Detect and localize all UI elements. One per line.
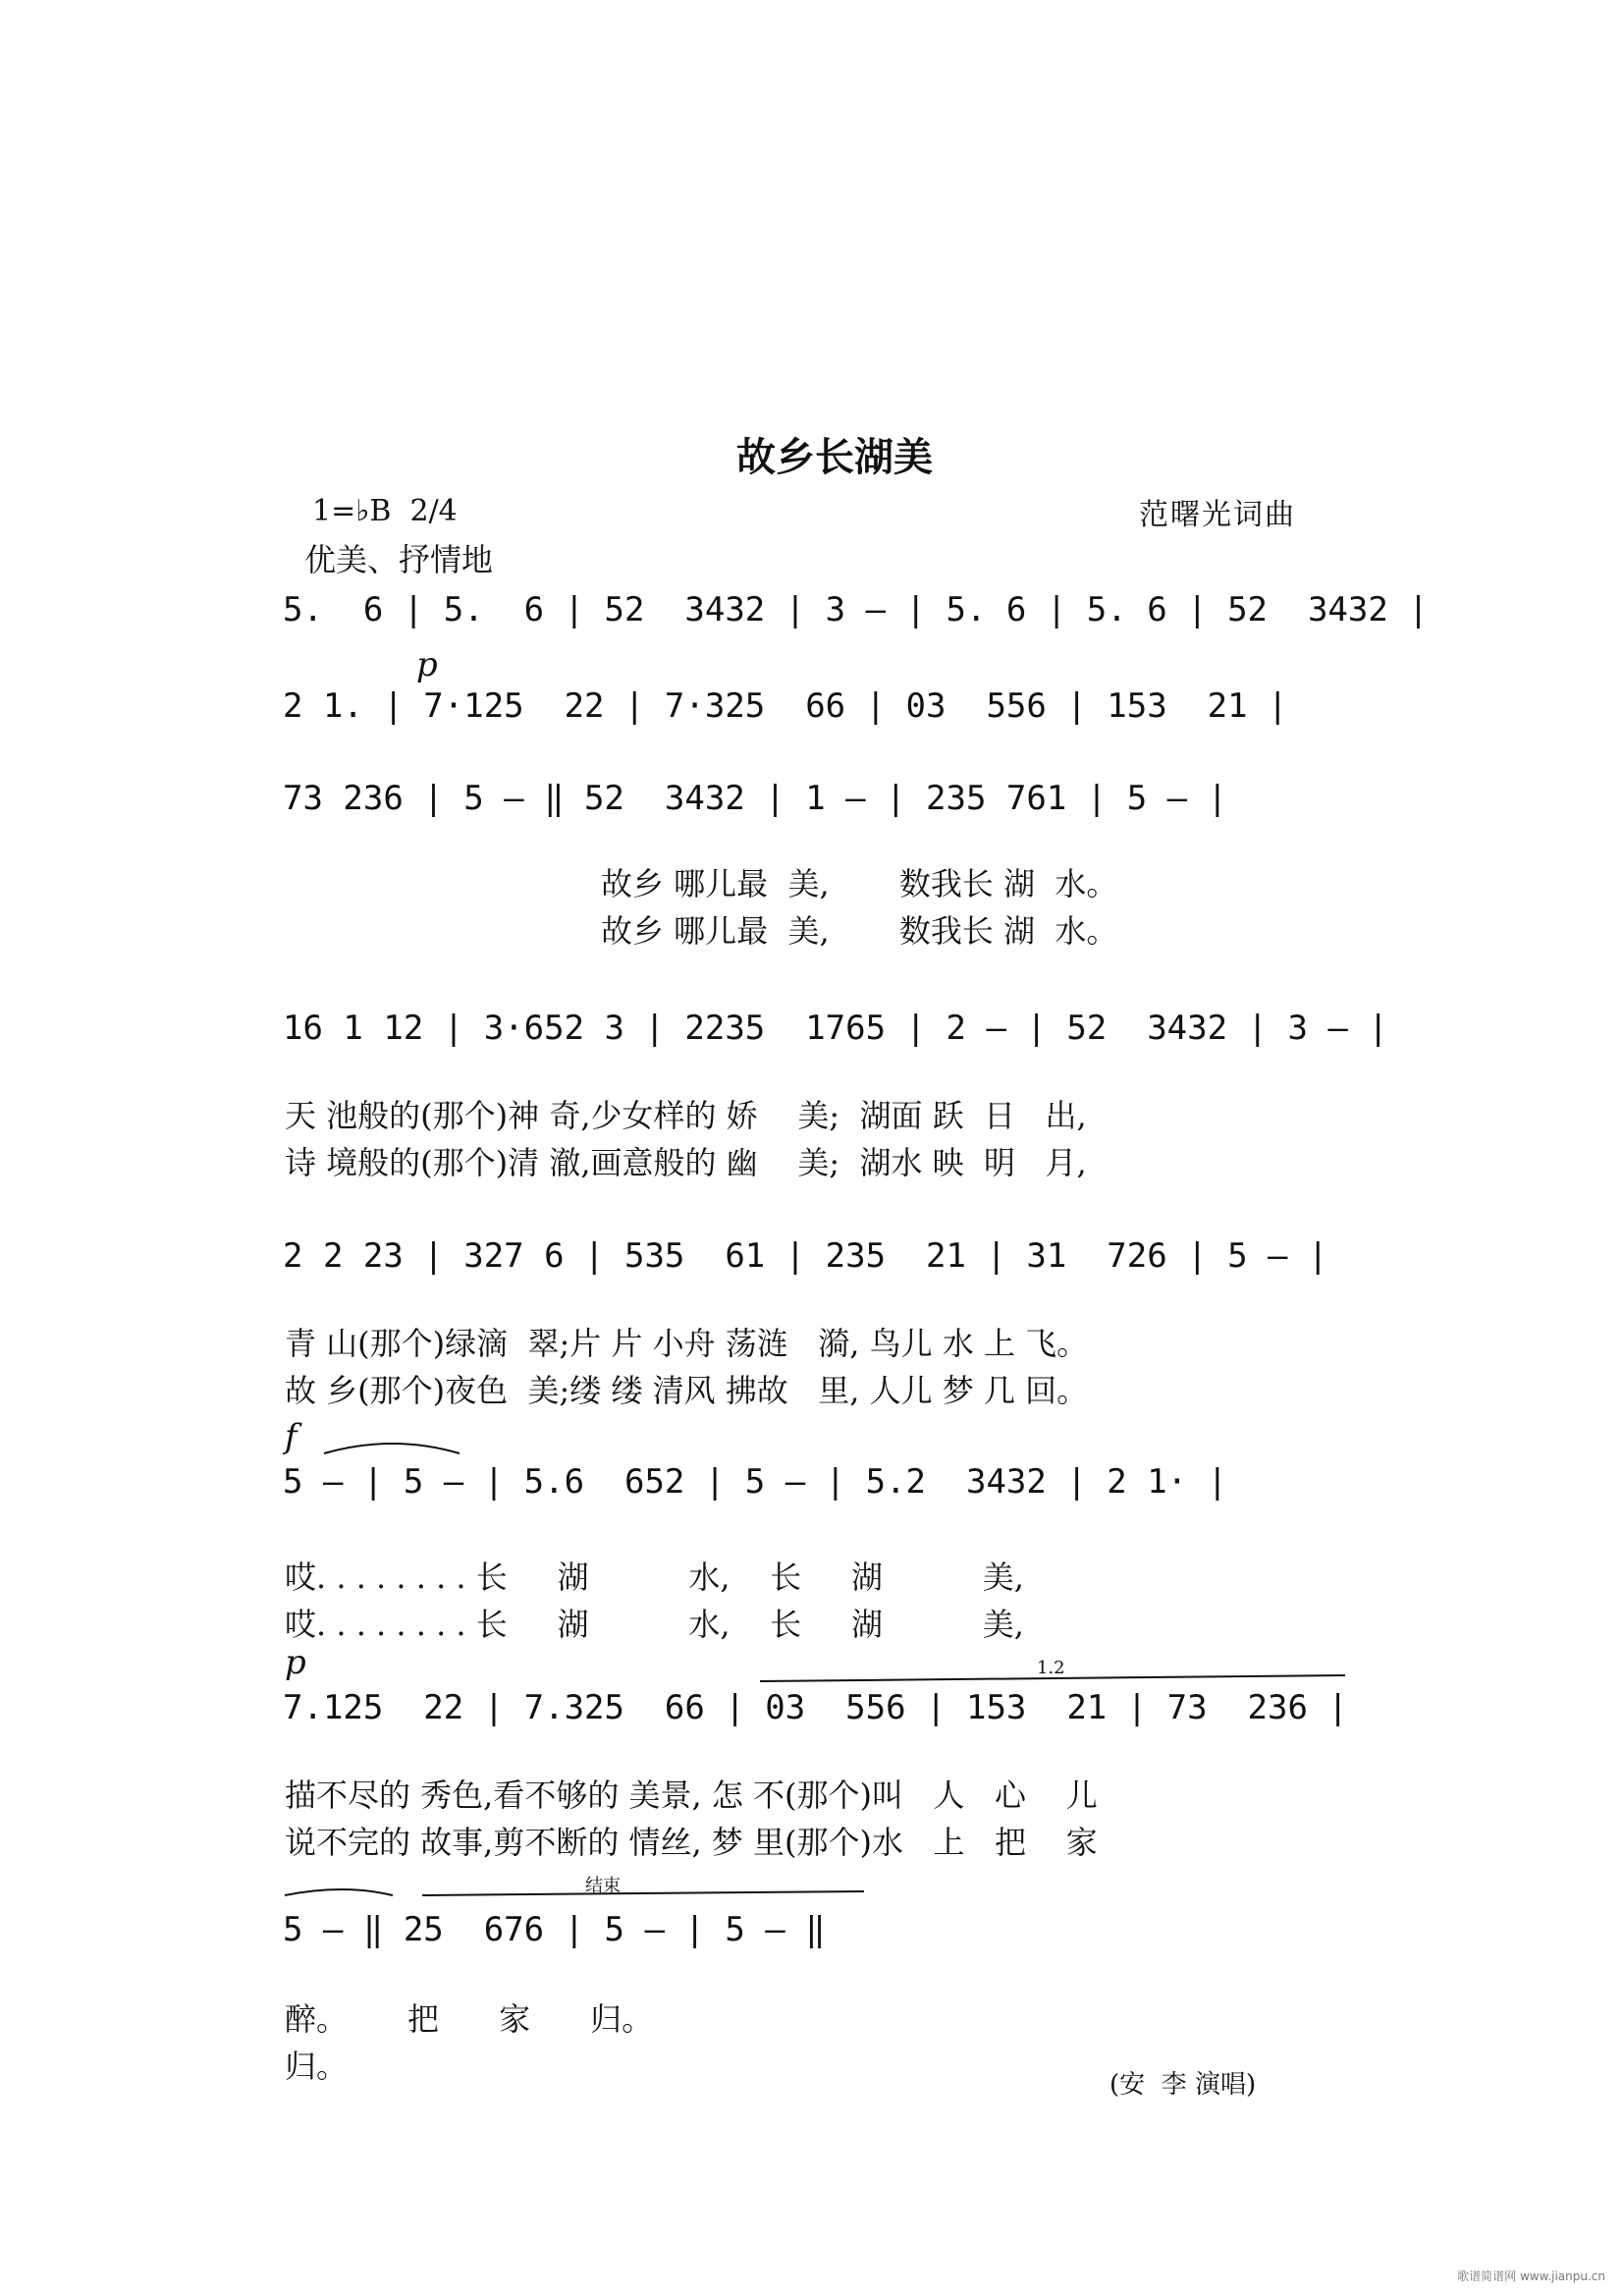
notation-line-5: 2 2 23 | 327 6 | 535 61 | 235 21 | 31 726 | 5 — | [283,1236,1328,1276]
lyric-line-7: 哎. . . . . . . . 长 湖 水, 长 湖 美, [285,1558,1024,1596]
notation-line-3: 73 236 | 5 — ‖ 52 3432 | 1 — | 235 761 | 5 — | [283,779,1228,818]
notation-line-6: 5 — | 5 — | 5.6 652 | 5 — | 5.2 3432 | 2 1· | [283,1462,1228,1502]
lyric-line-3: 天 池般的(那个)神 奇,少女样的 娇 美; 湖面 跃 日 出, [285,1097,1087,1134]
notation-line-4: 16 1 12 | 3·652 3 | 2235 1765 | 2 — | 52 3432 | 3 — | [283,1009,1388,1048]
dynamic-p-2: p [285,1643,306,1682]
volta-bracket [760,1675,1345,1681]
performer-credit: (安 李 演唱) [1109,2070,1257,2100]
lyric-line-11: 醉。 把 家 归。 [285,2000,654,2038]
volta-label: 1.2 [1037,1658,1065,1678]
song-title: 故乡长湖美 [736,435,933,480]
lyric-line-5: 青 山(那个)绿滴 翠;片 片 小舟 荡涟 漪, 鸟儿 水 上 飞。 [285,1325,1089,1362]
lyric-line-9: 描不尽的 秀色,看不够的 美景, 怎 不(那个)叫 人 心 儿 [285,1777,1098,1814]
notation-line-7: 7.125 22 | 7.325 66 | 03 556 | 153 21 | 73 236 | [283,1688,1348,1727]
lyric-line-12: 归。 [285,2048,349,2085]
lyric-line-6: 故 乡(那个)夜色 美;缕 缕 清风 拂故 里, 人儿 梦 几 回。 [285,1372,1089,1409]
lyric-line-10: 说不完的 故事,剪不断的 情丝, 梦 里(那个)水 上 把 家 [285,1824,1098,1861]
lyric-line-1: 故乡 哪儿最 美, 数我长 湖 水。 [601,865,1118,902]
key-signature: 1=♭B 2/4 [312,494,458,528]
notation-line-2: 2 1. | 7·125 22 | 7·325 66 | 03 556 | 153 21 | [283,686,1288,726]
ending-mark: 结束 [585,1876,621,1896]
ending-bracket [422,1891,864,1895]
tempo-marking: 优美、抒情地 [304,541,494,578]
dynamic-f: f [285,1417,298,1456]
slur-end-1 [285,1889,393,1895]
composer-credit: 范曙光词曲 [1139,498,1296,532]
slur-f-line [324,1444,460,1453]
lyric-line-4: 诗 境般的(那个)清 澈,画意般的 幽 美; 湖水 映 明 月, [285,1144,1087,1181]
notation-line-8: 5 — ‖ 25 676 | 5 — | 5 — ‖ [283,1910,826,1949]
lyric-line-2: 故乡 哪儿最 美, 数我长 湖 水。 [601,912,1118,950]
lyric-line-8: 哎. . . . . . . . 长 湖 水, 长 湖 美, [285,1606,1024,1643]
notation-line-1: 5. 6 | 5. 6 | 52 3432 | 3 — | 5. 6 | 5. 6 | 52 3432 | [283,590,1429,629]
dynamic-p: p [416,645,438,684]
site-watermark: 歌谱简谱网 www.jianpu.cn [1457,2269,1605,2283]
